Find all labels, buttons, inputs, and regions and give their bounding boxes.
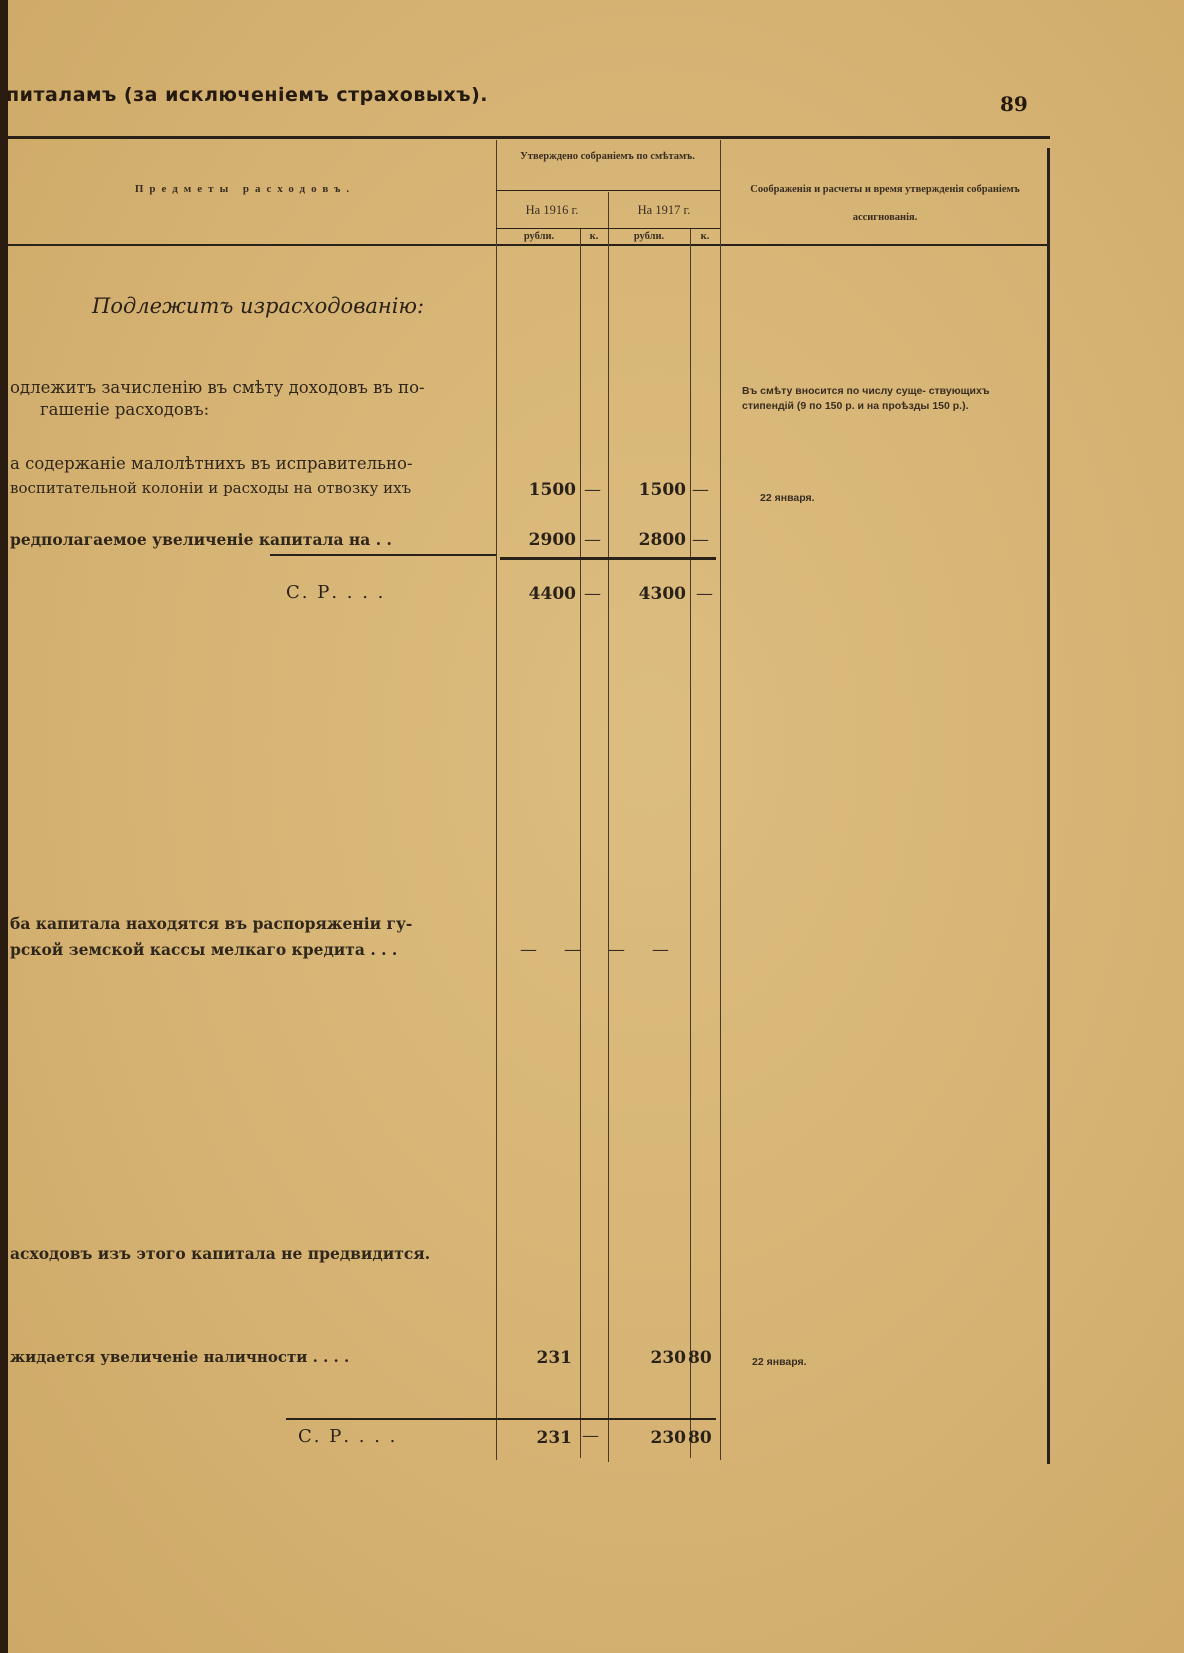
item-a-note: Въ смѣту вносится по числу суще- ствующихъ стипендій (9 по 150 р. и на проѣзды 150 р.). [742, 385, 990, 412]
col-rule-1917-kop [690, 228, 691, 1458]
table-right-rule [1047, 148, 1050, 1464]
section-2-line-2: рской земской кассы мелкаго кредита . . . [10, 940, 398, 959]
section-2-line-1: ба капитала находятся въ распоряженіи гу- [10, 914, 413, 933]
item-b-kop-1917: — [692, 480, 709, 500]
section-3-item-1917: 230 [650, 1348, 686, 1368]
col-rule-1917 [608, 192, 609, 1462]
section-3-item-note-date: 22 января. [752, 1356, 807, 1368]
header-bottom-rule [8, 244, 1050, 246]
item-b-amount-1917: 1500 [638, 480, 686, 500]
col-rule-items [496, 140, 497, 1460]
unit-subheader-rule [496, 228, 720, 229]
section-1-sum-1916: 4400 [528, 584, 576, 604]
item-c-label: редполагаемое увеличеніе капитала на . . [10, 530, 392, 549]
col-rule-notes [720, 140, 721, 1460]
section-1-sum-kop-1917: — [696, 584, 713, 604]
section-3-sum-label: С. Р. . . . [298, 1426, 398, 1447]
col-rule-1916-kop [580, 228, 581, 1458]
header-unit-kop-1917: к. [700, 231, 710, 242]
item-b-kop-1916: — [584, 480, 601, 500]
section-2-dashes: — — — — [520, 940, 670, 960]
header-unit-rub-1917: рубли. [633, 231, 665, 242]
section-3-item-1917-kop: 80 [688, 1348, 712, 1368]
section-1-sum-rule-right [500, 557, 716, 560]
item-c-amount-1916: 2900 [528, 530, 576, 550]
item-a-line-1: одлежитъ зачисленію въ смѣту доходовъ въ по- [10, 378, 425, 397]
item-a-line-2: гашеніе расходовъ: [40, 400, 210, 419]
section-3-item-label: жидается увеличеніе наличности . . . . [10, 1348, 350, 1366]
item-c-kop-1917: — [692, 530, 709, 550]
running-title: питаламъ (за исключеніемъ страховыхъ). [6, 84, 488, 106]
section-3-sum-1916: 231 [536, 1428, 572, 1448]
page-binding-edge [0, 0, 8, 1653]
header-unit-rub-1916: рубли. [523, 231, 555, 242]
header-approved-column: Утверждено собраніемъ по смѣтамъ. [520, 151, 695, 162]
header-unit-kop-1916: к. [589, 231, 599, 242]
section-1-sum-label: С. Р. . . . [286, 582, 386, 603]
section-3-sum-1917: 230 [650, 1428, 686, 1448]
section-3-sum-rule [286, 1418, 716, 1420]
section-3-item-1916: 231 [536, 1348, 572, 1368]
section-1-sum-kop-1916: — [584, 584, 601, 604]
page-number: 89 [1000, 92, 1028, 116]
section-1-sum-rule-left [270, 554, 496, 556]
section-3-sum-1917-kop: 80 [688, 1428, 712, 1448]
item-b-note-date: 22 января. [760, 492, 815, 504]
header-notes-column: Соображенія и расчеты и время утвержденія собраніемъ ассигнованія. [750, 184, 1020, 223]
section-1-sum-1917: 4300 [638, 584, 686, 604]
section-3-sum-kop-1916: — [582, 1426, 599, 1446]
item-b-amount-1916: 1500 [528, 480, 576, 500]
item-c-kop-1916: — [584, 530, 601, 550]
header-items-column: Предметы расходовъ. [134, 183, 356, 195]
section-3-no-expenses: асходовъ изъ этого капитала не предвидится. [10, 1244, 431, 1263]
approved-subheader-rule [496, 190, 720, 191]
item-c-amount-1917: 2800 [638, 530, 686, 550]
header-year-1916: На 1916 г. [525, 203, 579, 217]
item-b-line-2: воспитательной колоніи и расходы на отвозку ихъ [10, 479, 412, 497]
table-top-rule [8, 136, 1050, 139]
section-title-to-be-spent: Подлежитъ израсходованію: [92, 294, 425, 318]
item-b-line-1: а содержаніе малолѣтнихъ въ исправительно- [10, 454, 413, 473]
header-year-1917: На 1917 г. [637, 203, 691, 217]
